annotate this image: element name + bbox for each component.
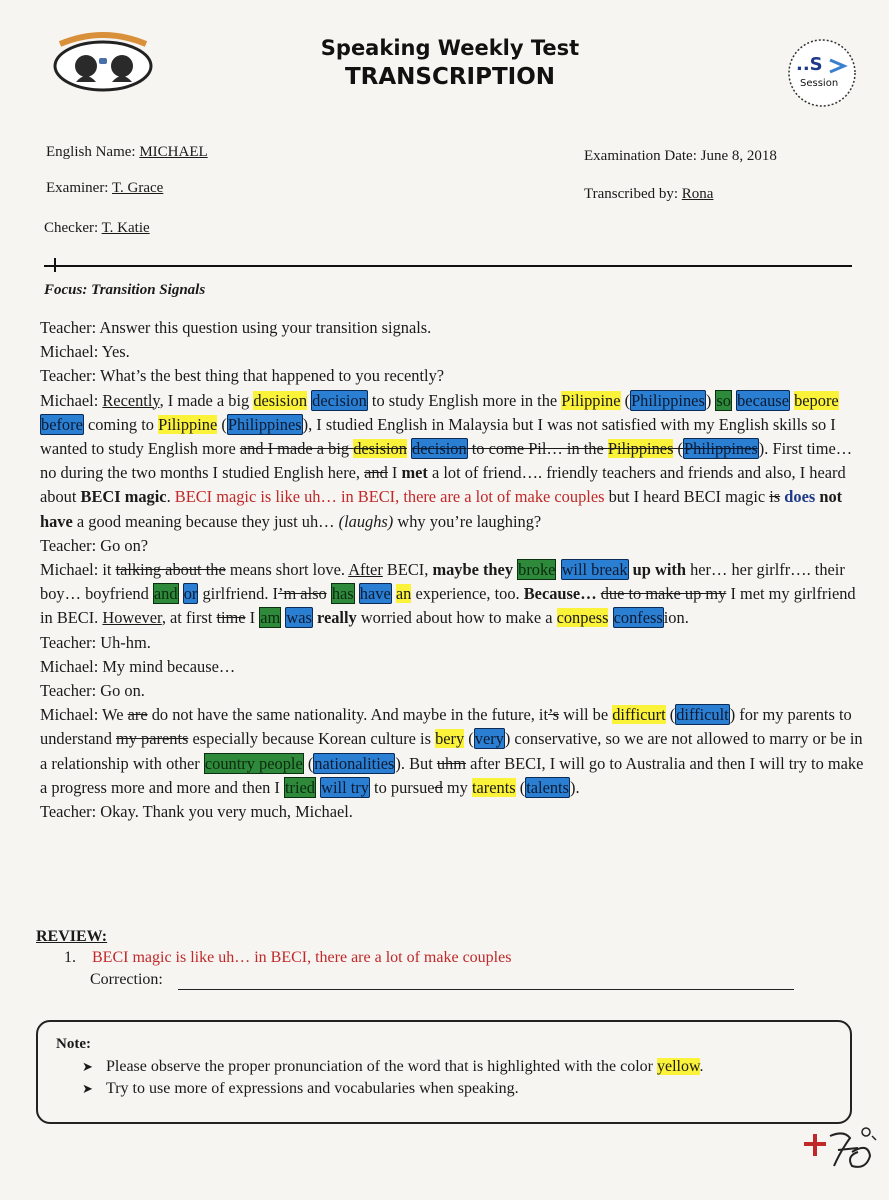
styled-text: (laughs) xyxy=(338,511,394,531)
text-segment: ). xyxy=(570,777,580,797)
transcript-line: Teacher: Go on? xyxy=(40,535,149,555)
pronunciation-word: bepore xyxy=(794,390,839,410)
struck-word: d xyxy=(434,777,443,797)
transcript-line xyxy=(40,703,870,800)
speaking-logo-icon xyxy=(52,30,154,92)
text-segment: a good meaning because they just uh… xyxy=(72,511,339,531)
text-segment: her… her girlfr…. their boy… boyfriend xyxy=(40,560,845,604)
text-segment: . xyxy=(166,487,175,507)
incorrect-word: am xyxy=(260,608,281,628)
arrow-bullet-icon: ➤ xyxy=(82,1082,93,1097)
corrected-word: does xyxy=(784,487,816,507)
corrected-word: was xyxy=(286,608,312,628)
exam-date-label: Examination Date: xyxy=(584,148,697,164)
incorrect-word: broke xyxy=(518,560,556,580)
text-segment xyxy=(556,560,560,579)
corrected-word: difficult xyxy=(676,705,729,725)
focus-label: Focus: Transition Signals xyxy=(44,282,206,298)
transcribed-by-label: Transcribed by: xyxy=(584,186,679,202)
styled-text: really xyxy=(316,608,357,628)
pronunciation-word: Pilippines xyxy=(607,439,674,459)
note-item-2 xyxy=(82,1080,519,1098)
struck-word: and I made a big xyxy=(239,439,354,459)
text-segment: , at first xyxy=(161,608,217,628)
text-segment: , I made a big xyxy=(159,390,254,410)
pronunciation-word: desision xyxy=(253,390,308,410)
styled-text: not have xyxy=(40,487,843,531)
title-line-2: TRANSCRIPTION xyxy=(344,64,556,90)
english-name-row xyxy=(46,142,208,162)
note-item-2-text: Try to use more of expressions and vocabularies when speaking. xyxy=(106,1080,519,1097)
corrected-word: confess xyxy=(613,608,663,628)
correction-label: Correction: xyxy=(90,971,163,988)
corrected-word: before xyxy=(41,414,83,434)
text-segment: I met my girlfriend in BECI. xyxy=(40,584,856,628)
review-item-text: BECI magic is like uh… in BECI, there are a lot of make couples xyxy=(92,949,512,966)
checker-row xyxy=(44,218,150,238)
text-segment: ) conservative, so we are not allowed to marry or be in a relationship with other xyxy=(40,729,863,773)
checker-value: T. Katie xyxy=(101,220,150,236)
text-segment: I xyxy=(245,608,260,628)
incorrect-word: so xyxy=(716,390,731,410)
pronunciation-word: Pilippine xyxy=(561,390,621,410)
session-logo-text: Session xyxy=(800,78,839,89)
note-item-1-text: Please observe the proper pronunciation of the word that is highlighted with the color xyxy=(106,1058,657,1075)
correction-line xyxy=(178,989,794,990)
text-segment: I xyxy=(387,463,402,483)
text-segment: to study English more in the xyxy=(367,390,562,410)
text-segment: ) xyxy=(705,390,716,410)
struck-word: are xyxy=(127,705,148,725)
transcript-line: Teacher: What’s the best thing that happened to you recently? xyxy=(40,366,445,386)
transcript-line: Teacher: Uh-hm. xyxy=(40,632,151,652)
text-segment: girlfriend. I xyxy=(198,584,278,604)
corrected-word: Philippines xyxy=(684,439,758,459)
pronunciation-word: an xyxy=(395,584,412,604)
transcript-line xyxy=(40,558,870,631)
corrected-word: because xyxy=(737,390,789,410)
transcript-line: Michael: My mind because… xyxy=(40,656,236,676)
transcribed-by-row xyxy=(584,184,713,204)
struck-word: due to make up my xyxy=(600,584,727,604)
text-segment: ( xyxy=(464,729,474,749)
struck-word: and xyxy=(364,463,388,483)
handwritten-signature-icon xyxy=(800,1122,880,1176)
note-title: Note: xyxy=(56,1036,91,1052)
text-segment: but I heard BECI magic xyxy=(604,487,770,507)
struck-word: ’s xyxy=(548,705,559,725)
text-segment: a lot of friend…. friendly teachers and friends and also, I heard about xyxy=(40,463,846,507)
text-segment: ( xyxy=(620,390,631,410)
corrected-word: talents xyxy=(526,777,569,797)
styled-text: After xyxy=(348,560,383,580)
struck-word: talking about the xyxy=(115,560,226,580)
corrected-word: decision xyxy=(412,439,467,459)
examiner-label: Examiner: xyxy=(46,180,109,196)
struck-word: my parents xyxy=(116,729,189,749)
text-segment: worried about how to make a xyxy=(356,608,557,628)
styled-text: However xyxy=(102,608,162,628)
corrected-word: very xyxy=(474,729,504,749)
transcript xyxy=(40,316,870,824)
corrected-word: will break xyxy=(561,560,628,580)
struck-word: ’m also xyxy=(278,584,327,604)
corrected-word: or xyxy=(183,584,198,604)
pronunciation-word: conpess xyxy=(556,608,609,628)
header-divider xyxy=(44,265,852,267)
transcript-line: Teacher: Go on. xyxy=(40,681,145,701)
struck-word: uhm xyxy=(436,753,466,773)
text-segment: ) for my parents to understand xyxy=(40,705,852,749)
styled-text: BECI magic is like uh… in BECI, there are a lot of make couples xyxy=(174,487,605,507)
corrected-word: will try xyxy=(321,777,369,797)
corrected-word: Philippines xyxy=(227,414,302,434)
incorrect-word: tried xyxy=(284,777,316,797)
text-segment: Michael: it xyxy=(40,560,116,580)
text-segment: my xyxy=(442,777,472,797)
incorrect-word: country people xyxy=(204,753,303,773)
document-title xyxy=(240,34,660,92)
styled-text: maybe they xyxy=(432,560,514,580)
examiner-row xyxy=(46,178,163,198)
incorrect-word: and xyxy=(153,584,178,604)
text-segment: why you’re laughing? xyxy=(393,511,542,531)
english-name-label: English Name: xyxy=(46,144,136,160)
struck-word: ( xyxy=(673,439,684,459)
review-item-number: 1. xyxy=(64,949,76,966)
text-segment: coming to xyxy=(83,414,159,434)
note-item-1-highlight: yellow xyxy=(656,1058,700,1075)
svg-text:..S: ..S xyxy=(796,54,823,75)
pronunciation-word: Pilippine xyxy=(158,414,218,434)
styled-text: up with xyxy=(632,560,686,580)
pronunciation-word: tarents xyxy=(471,777,516,797)
text-segment: ). But xyxy=(395,753,437,773)
text-segment xyxy=(608,608,612,627)
pronunciation-word: difficurt xyxy=(612,705,666,725)
struck-word: time xyxy=(216,608,246,628)
styled-text: Recently xyxy=(102,390,160,410)
transcript-line: Michael: Yes. xyxy=(40,342,130,362)
pronunciation-word: bery xyxy=(435,729,465,749)
text-segment: ), I studied English in Malaysia but I was not satisfied with my English skills so I wanted to study English more xyxy=(40,414,836,459)
text-segment: especially because Korean culture is xyxy=(188,729,436,749)
text-segment: ( xyxy=(515,777,526,797)
checker-label: Checker: xyxy=(44,220,99,236)
corrected-word: decision xyxy=(312,390,367,410)
corrected-word: nationalities xyxy=(314,753,395,773)
styled-text: Because… xyxy=(523,584,597,604)
session-logo-icon xyxy=(782,38,862,108)
text-segment: ( xyxy=(303,753,314,773)
review-item xyxy=(64,946,511,970)
text-segment: means short love. xyxy=(225,560,349,580)
text-segment: experience, too. xyxy=(411,584,524,604)
text-segment: ). First time… no during the two months I studied English here, xyxy=(40,439,853,483)
text-segment: Michael: xyxy=(40,390,103,410)
note-item-1-end: . xyxy=(699,1058,704,1075)
examiner-value: T. Grace xyxy=(111,180,164,196)
text-segment: after BECI, I will go to Australia and then I will try to make a progress more and more and then I xyxy=(40,753,864,797)
title-line-1: Speaking Weekly Test xyxy=(320,36,580,60)
text-segment: do not have the same nationality. And maybe in the future, it xyxy=(147,705,549,725)
text-segment: ( xyxy=(217,414,227,434)
corrected-word: Philippines xyxy=(631,390,705,410)
text-segment: Michael: We xyxy=(40,705,128,725)
struck-word: to come Pil… in the xyxy=(467,439,608,459)
transcript-line xyxy=(40,389,870,534)
text-segment: ( xyxy=(665,705,676,725)
styled-text: met xyxy=(401,463,428,483)
corrected-word: have xyxy=(359,584,391,604)
pronunciation-word: desision xyxy=(353,439,407,459)
text-segment: ion. xyxy=(663,608,689,628)
english-name-value: MICHAEL xyxy=(139,144,208,160)
incorrect-word: has xyxy=(331,584,354,604)
styled-text: BECI magic xyxy=(80,487,167,507)
transcript-line: Teacher: Answer this question using your transition signals. xyxy=(40,318,432,337)
note-box xyxy=(36,1020,852,1124)
text-segment: BECI, xyxy=(382,560,433,580)
transcript-line: Teacher: Okay. Thank you very much, Michael. xyxy=(40,802,353,822)
struck-word: is xyxy=(769,487,781,507)
arrow-bullet-icon: ➤ xyxy=(82,1060,93,1075)
exam-date-row xyxy=(584,146,777,166)
exam-date-value: June 8, 2018 xyxy=(700,148,777,164)
review-heading: REVIEW: xyxy=(36,928,108,945)
note-item-1 xyxy=(82,1058,704,1076)
text-segment: will be xyxy=(558,705,613,725)
text-segment: to pursue xyxy=(369,777,435,797)
transcribed-by-value: Rona xyxy=(681,186,714,202)
